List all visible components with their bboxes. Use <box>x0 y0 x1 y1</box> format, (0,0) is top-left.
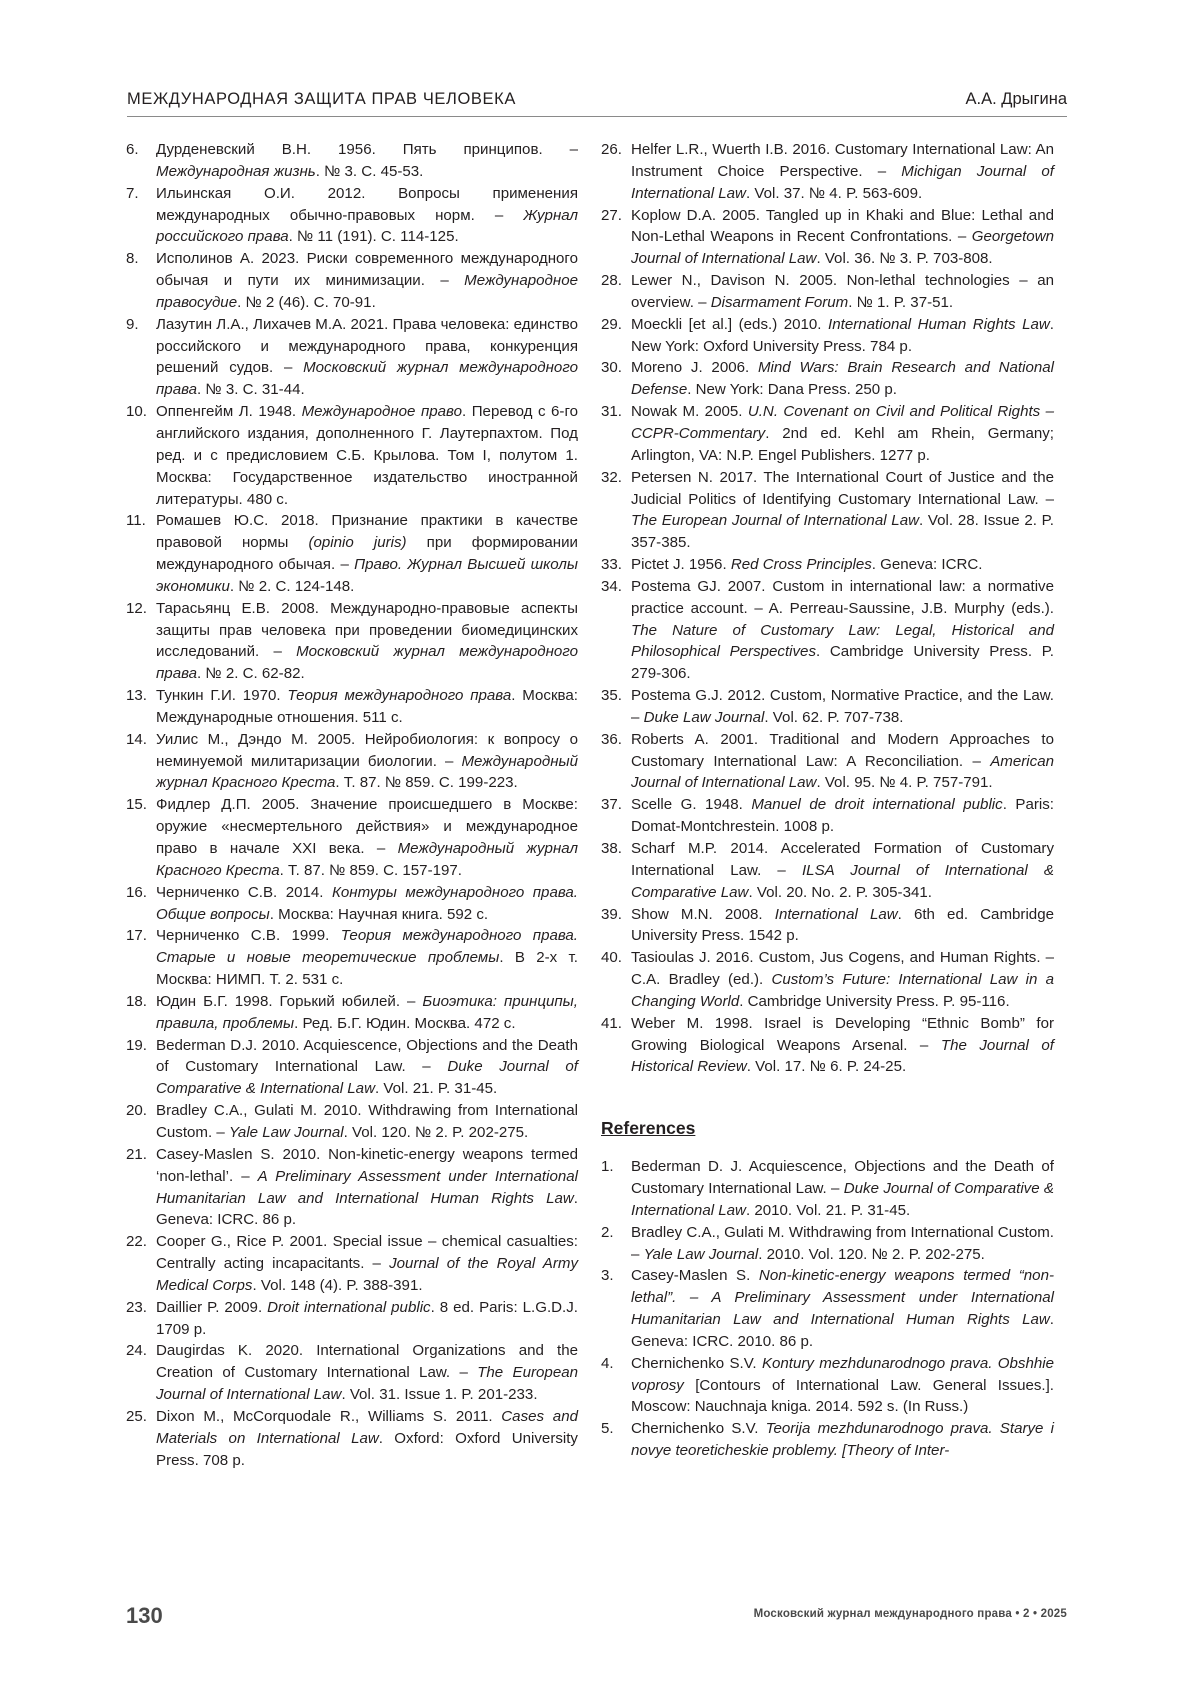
reference-number: 31. <box>601 403 622 421</box>
reference-item <box>601 685 1054 729</box>
reference-item <box>126 1100 578 1144</box>
reference-text: Дурденевский В.Н. 1956. Пять принципов. – Международная жизнь. № 3. С. 45-53. <box>156 141 578 180</box>
reference-number: 9. <box>126 315 139 333</box>
reference-text: Dixon M., McCorquodale R., Williams S. 2011. Cases and Materials on International Law. Oxford: Oxford University Press. 708 p. <box>156 1407 578 1469</box>
reference-item <box>601 1265 1054 1352</box>
reference-number: 12. <box>126 599 147 617</box>
reference-text: Koplow D.A. 2005. Tangled up in Khaki and Blue: Lethal and Non-Lethal Weapons in Recent Confrontations. – Georgetown Journal of International Law. Vol. 36. № 3. P. 703-808. <box>631 206 1054 268</box>
reference-number: 40. <box>601 949 622 967</box>
reference-text: Petersen N. 2017. The International Court of Justice and the Judicial Politics of Identifying Customary International Law. – The European Journal of International Law. Vol. 28. Issue 2. P. 357-385. <box>631 468 1054 552</box>
reference-text: Lewer N., Davison N. 2005. Non-lethal technologies – an overview. – Disarmament Forum. № 1. P. 37-51. <box>631 272 1054 311</box>
reference-text: Cooper G., Rice P. 2001. Special issue – chemical casualties: Centrally acting incapacitants. – Journal of the Royal Army Medical Corps. Vol. 148 (4). P. 388-391. <box>156 1233 578 1294</box>
reference-number: 25. <box>126 1407 147 1425</box>
reference-text: Daugirdas K. 2020. International Organizations and the Creation of Customary International Law. – The European Journal of International Law. Vol. 31. Issue 1. P. 201-233. <box>156 1342 578 1404</box>
journal-footer: Московский журнал международного права • 2 • 2025 <box>753 1608 1067 1620</box>
reference-number: 23. <box>126 1298 147 1316</box>
reference-item <box>126 1144 578 1231</box>
reference-text: Исполинов А. 2023. Риски современного международного обычая и пути их минимизации. – Международное правосудие. № 2 (46). С. 70-91. <box>156 250 578 311</box>
english-reference-list <box>601 1156 1054 1462</box>
reference-item <box>601 139 1054 205</box>
reference-text: Bederman D.J. 2010. Acquiescence, Objections and the Death of Customary International Law. – Duke Journal of Comparative & International Law. Vol. 21. P. 31-45. <box>156 1036 578 1098</box>
reference-item <box>126 882 578 926</box>
reference-number: 41. <box>601 1014 622 1032</box>
reference-item <box>601 947 1054 1013</box>
reference-number: 13. <box>126 687 147 705</box>
reference-text: Фидлер Д.П. 2005. Значение происшедшего в Москве: оружие «несмертельного действия» и международное право в начале XXI века. – Международный журнал Красного Креста. Т. 87. № 859. С. 157-197. <box>156 796 578 879</box>
references-heading: References <box>601 1118 696 1139</box>
reference-number: 26. <box>601 141 622 158</box>
article-author: А.А. Дрыгина <box>965 90 1067 108</box>
reference-text: Ромашев Ю.С. 2018. Признание практики в качестве правовой нормы (opinio juris) при формировании международного обычая. – Право. Журнал Высшей школы экономики. № 2. С. 124-148. <box>156 512 578 595</box>
reference-item <box>601 401 1054 467</box>
reference-number: 2. <box>601 1223 614 1241</box>
reference-text: Scelle G. 1948. Manuel de droit international public. Paris: Domat-Montchrestein. 1008 p. <box>631 796 1054 836</box>
reference-number: 33. <box>601 556 622 574</box>
reference-item <box>601 357 1054 401</box>
reference-item <box>601 467 1054 554</box>
reference-number: 8. <box>126 250 139 268</box>
reference-number: 14. <box>126 730 147 748</box>
reference-item <box>601 1353 1054 1419</box>
reference-item <box>126 794 578 881</box>
reference-number: 4. <box>601 1354 614 1372</box>
reference-number: 29. <box>601 315 622 333</box>
reference-text: Тункин Г.И. 1970. Теория международного права. Москва: Международные отношения. 511 с. <box>156 687 578 726</box>
russian-reference-list-part-1 <box>126 139 578 1471</box>
reference-text: Moreno J. 2006. Mind Wars: Brain Research and National Defense. New York: Dana Press. 250 p. <box>631 359 1054 399</box>
reference-number: 32. <box>601 468 622 486</box>
reference-item <box>126 685 578 729</box>
reference-text: Casey-Maslen S. Non-kinetic-energy weapons termed “non-lethal”. – A Preliminary Assessment under International Humanitarian Law and International Human Rights Law. Geneva: ICRC. 2010. 86 p. <box>631 1267 1055 1350</box>
reference-text: Юдин Б.Г. 1998. Горький юбилей. – Биоэтика: принципы, правила, проблемы. Ред. Б.Г. Юдин. Москва. 472 с. <box>156 992 578 1032</box>
reference-text: Bradley C.A., Gulati M. Withdrawing from International Custom. – Yale Law Journal. 2010. Vol. 120. № 2. P. 202-275. <box>631 1223 1054 1263</box>
reference-number: 5. <box>601 1420 614 1438</box>
reference-item <box>126 925 578 991</box>
reference-text: Bradley C.A., Gulati M. 2010. Withdrawing from International Custom. – Yale Law Journal. Vol. 120. № 2. P. 202-275. <box>156 1102 578 1141</box>
reference-number: 35. <box>601 687 622 705</box>
reference-number: 30. <box>601 359 622 377</box>
reference-item <box>601 576 1054 685</box>
reference-number: 6. <box>126 141 139 158</box>
reference-text: Moeckli [et al.] (eds.) 2010. International Human Rights Law. New York: Oxford University Press. 784 p. <box>631 315 1054 355</box>
reference-text: Casey-Maslen S. 2010. Non-kinetic-energy weapons termed ‘non-lethal’. – A Preliminary Assessment under International Humanitarian Law and International Human Rights Law. Geneva: ICRC. 86 p. <box>156 1145 578 1229</box>
reference-number: 7. <box>126 184 139 202</box>
reference-text: Pictet J. 1956. Red Cross Principles. Geneva: ICRC. <box>631 556 983 574</box>
reference-number: 1. <box>601 1158 614 1176</box>
reference-item <box>601 1222 1054 1266</box>
reference-text: Черниченко С.В. 2014. Контуры международного права. Общие вопросы. Москва: Научная книга. 592 с. <box>156 883 578 923</box>
reference-number: 28. <box>601 272 622 290</box>
reference-number: 39. <box>601 905 622 923</box>
reference-number: 3. <box>601 1267 614 1285</box>
reference-item <box>126 729 578 795</box>
reference-item <box>126 1406 578 1472</box>
reference-item <box>126 139 578 183</box>
reference-item <box>126 1035 578 1101</box>
reference-item <box>601 205 1054 271</box>
running-header <box>127 86 1067 117</box>
section-title: МЕЖДУНАРОДНАЯ ЗАЩИТА ПРАВ ЧЕЛОВЕКА <box>127 90 516 108</box>
reference-text: Ильинская О.И. 2012. Вопросы применения международных обычно-правовых норм. – Журнал российского права. № 11 (191). С. 114-125. <box>156 184 578 246</box>
reference-item <box>601 794 1054 838</box>
reference-text: Show M.N. 2008. International Law. 6th ed. Cambridge University Press. 1542 p. <box>631 905 1054 945</box>
reference-number: 36. <box>601 730 622 748</box>
reference-item <box>126 510 578 597</box>
reference-number: 17. <box>126 927 147 945</box>
reference-text: Roberts A. 2001. Traditional and Modern Approaches to Customary International Law: A Reconciliation. – American Journal of International Law. Vol. 95. № 4. P. 757-791. <box>631 730 1054 792</box>
reference-text: Chernichenko S.V. Kontury mezhdunarodnogo prava. Obshhie voprosy [Contours of International Law. General Issues.]. Moscow: Nauchnaja kniga. 2014. 592 s. (In Russ.) <box>631 1354 1054 1416</box>
reference-text: Уилис М., Дэндо М. 2005. Нейробиология: к вопросу о неминуемой милитаризации биологии. – Международный журнал Красного Креста. Т. 87. № 859. С. 199-223. <box>156 730 578 792</box>
reference-item <box>126 401 578 510</box>
reference-text: Postema GJ. 2007. Custom in international law: a normative practice account. – A. Perreau-Saussine, J.B. Murphy (eds.). The Nature of Customary Law: Legal, Historical and Philosophical Perspectives. Cambridge University Press. P. 279-306. <box>631 577 1055 683</box>
page-number: 130 <box>126 1603 163 1628</box>
reference-text: Оппенгейм Л. 1948. Международное право. Перевод с 6-го английского издания, дополненного Г. Лаутерпахтом. Под ред. и с предисловием С.Б. Крылова. Том I, полутом 1. Москва: Государственное издательство иностранной литературы. 480 с. <box>156 403 579 508</box>
reference-number: 34. <box>601 577 622 595</box>
reference-item <box>601 270 1054 314</box>
russian-reference-list-part-2 <box>601 139 1054 1078</box>
reference-item <box>601 554 1054 576</box>
reference-number: 24. <box>126 1342 147 1360</box>
reference-item <box>126 248 578 314</box>
reference-number: 22. <box>126 1233 147 1251</box>
reference-text: Черниченко С.В. 1999. Теория международного права. Старые и новые теоретические проблемы. В 2-х т. Москва: НИМП. Т. 2. 531 с. <box>156 927 578 989</box>
reference-number: 20. <box>126 1102 147 1120</box>
right-column <box>601 139 1054 1462</box>
reference-number: 27. <box>601 206 622 224</box>
reference-text: Helfer L.R., Wuerth I.B. 2016. Customary International Law: An Instrument Choice Perspective. – Michigan Journal of International Law. Vol. 37. № 4. P. 563-609. <box>631 141 1054 202</box>
reference-item <box>126 598 578 685</box>
reference-text: Тарасьянц Е.В. 2008. Международно-правовые аспекты защиты прав человека при проведении биомедицинских исследований. – Московский журнал международного права. № 2. С. 62-82. <box>156 599 578 683</box>
reference-number: 19. <box>126 1036 147 1054</box>
reference-item <box>126 991 578 1035</box>
reference-item <box>126 1231 578 1297</box>
reference-number: 18. <box>126 992 147 1010</box>
reference-item <box>126 183 578 249</box>
reference-text: Tasioulas J. 2016. Custom, Jus Cogens, and Human Rights. – C.A. Bradley (ed.). Custom’s Future: International Law in a Changing World. Cambridge University Press. P. 95-116. <box>631 949 1054 1010</box>
reference-item <box>601 729 1054 795</box>
reference-item <box>601 314 1054 358</box>
reference-text: Postema G.J. 2012. Custom, Normative Practice, and the Law. – Duke Law Journal. Vol. 62. P. 707-738. <box>631 687 1054 726</box>
reference-number: 37. <box>601 796 622 814</box>
reference-text: Daillier P. 2009. Droit international public. 8 ed. Paris: L.G.D.J. 1709 p. <box>156 1298 578 1338</box>
left-column <box>126 139 578 1471</box>
reference-item <box>601 1013 1054 1079</box>
reference-item <box>601 838 1054 904</box>
reference-number: 11. <box>126 512 146 530</box>
reference-number: 15. <box>126 796 147 814</box>
reference-number: 16. <box>126 883 147 901</box>
reference-text: Лазутин Л.А., Лихачев М.А. 2021. Права человека: единство российского и международного права, конкуренция решений судов. – Московский журнал международного права. № 3. С. 31-44. <box>156 315 578 399</box>
reference-text: Bederman D. J. Acquiescence, Objections and the Death of Customary International Law. – Duke Journal of Comparative & International Law. 2010. Vol. 21. P. 31-45. <box>631 1158 1054 1219</box>
reference-number: 38. <box>601 840 622 857</box>
reference-item <box>126 1340 578 1406</box>
reference-item <box>601 1156 1054 1222</box>
reference-text: Scharf M.P. 2014. Accelerated Formation of Customary International Law. – ILSA Journal of International & Comparative Law. Vol. 20. No. 2. P. 305-341. <box>631 840 1054 901</box>
reference-number: 10. <box>126 403 147 421</box>
reference-text: Chernichenko S.V. Teorija mezhdunarodnogo prava. Starye i novye teoreticheskie problemy. [Theory of Inter- <box>631 1420 1054 1460</box>
reference-item <box>126 1297 578 1341</box>
reference-text: Weber M. 1998. Israel is Developing “Ethnic Bomb” for Growing Biological Weapons Arsenal. – The Journal of Historical Review. Vol. 17. № 6. P. 24-25. <box>631 1014 1054 1076</box>
reference-number: 21. <box>126 1145 147 1163</box>
reference-text: Nowak M. 2005. U.N. Covenant on Civil and Political Rights – CCPR-Commentary. 2nd ed. Kehl am Rhein, Germany; Arlington, VA: N.P. Engel Publishers. 1277 p. <box>631 403 1054 464</box>
reference-item <box>601 904 1054 948</box>
reference-item <box>601 1418 1054 1462</box>
reference-item <box>126 314 578 401</box>
